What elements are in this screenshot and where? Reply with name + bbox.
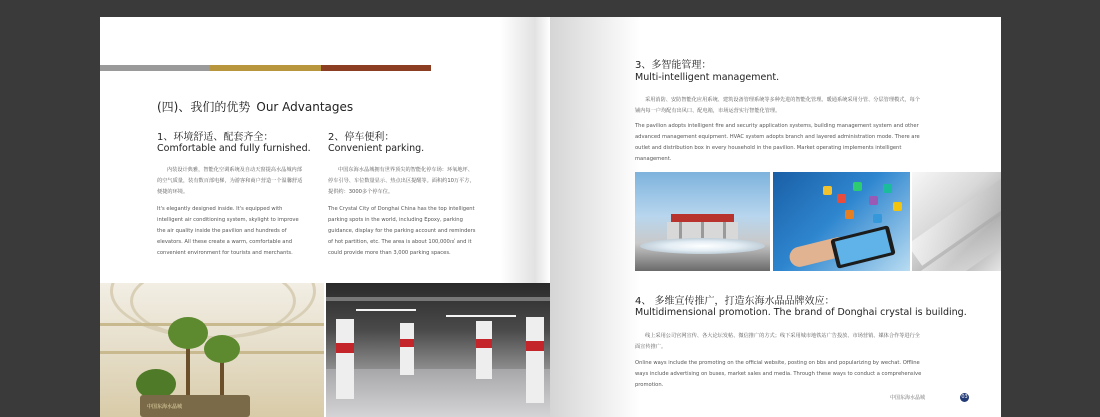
grey-bar <box>100 65 210 71</box>
app-icon <box>837 194 846 203</box>
item2-body-cn: 中国东海水晶城拥有世界顶尖的智能化停车场：环氧地坪、停车引导、车位数量显示、热点出区提醒等。面积约10万平方，提供约：3000多个停车位。 <box>328 167 475 195</box>
item4-body-cn: 线上采用公司官网宣传、各大论坛发帖、微信推广的方式；线下采用城市地铁站广告投放、市场营销、媒体合作等进行全面宣传推广。 <box>635 333 920 350</box>
item1-title-en: Comfortable and fully furnished. <box>157 143 311 154</box>
item2-body-en: The Crystal City of Donghai China has the top intelligent parking spots in the world, including Epoxy, parking guidance, display for the parking account and reminders of hot partition, etc. The area is about 100,000㎡ and it could provide more than 3,000 parking spaces. <box>328 206 476 256</box>
fountain <box>640 238 765 254</box>
app-icon <box>873 214 882 223</box>
gold-bar <box>210 65 321 71</box>
pillar <box>400 323 414 375</box>
brown-bar <box>321 65 431 71</box>
pillar-band <box>400 339 414 347</box>
section-title-en: Our Advantages <box>256 100 354 114</box>
app-icon <box>893 202 902 211</box>
pillar-band <box>336 343 354 353</box>
item4-title-en: Multidimensional promotion. The brand of Donghai crystal is building. <box>635 307 967 318</box>
item3-body-cn: 采用消防、安防智能化应用系统、建筑设备管理系统等多种先进的智能化管理。暖通系统采用分管、分层管理模式，每个铺内每一户均配有出风口、配电箱，市场运营实行智能化管理。 <box>635 97 920 114</box>
item1-title-cn: 1、环境舒适、配套齐全： <box>157 132 274 143</box>
pillar <box>336 319 354 399</box>
palm-tree <box>168 317 208 349</box>
item4-body-en: Online ways include the promoting on the official website, posting on bbs and popularizing by wechat. Offline ways include advertising on buses, market sales and media. Through these ways to conduct a comprehensive promotion. <box>635 360 922 388</box>
right-page-shadow <box>550 17 640 417</box>
item2-title-cn: 2、停车便利： <box>328 132 395 143</box>
mall-atrium-photo <box>100 283 324 417</box>
ceiling-beam <box>326 297 550 301</box>
pillar <box>526 317 544 403</box>
ceiling-light <box>356 309 416 311</box>
app-icon <box>845 210 854 219</box>
balcony-rail <box>100 323 324 326</box>
brochure-spread <box>100 17 1001 417</box>
item3-title-cn: 3、多智能管理： <box>635 60 712 71</box>
section-heading <box>157 98 353 115</box>
ceiling-light <box>446 315 516 317</box>
item1-body-cn: 内装设计典雅，智能化空调系统及自动天窗提高水晶城内部的空气质量，装有数百部电梯，为游客和商户营造一个温馨舒适便捷的环境。 <box>157 167 303 195</box>
parking-garage-photo <box>326 283 550 417</box>
pavilion-building-photo <box>635 172 770 271</box>
app-icon <box>869 196 878 205</box>
item3-body-en: The pavilion adopts intelligent fire and security application systems, building management system and other advanced management equipment. HVAC system adopts branch and layered administration mode. There are outlet and distribution box in every household in the pavilion. Market operating implements intelligent management. <box>635 123 920 162</box>
mall-sign-text: 中国东海水晶城 <box>147 404 183 410</box>
tablet-apps-photo <box>773 172 910 271</box>
item3-title-en: Multi-intelligent management. <box>635 72 780 83</box>
page-number-badge: 03 <box>961 394 968 400</box>
palm-tree <box>204 335 240 363</box>
app-icon <box>853 182 862 191</box>
footer-brand: 中国东海水晶城 <box>890 395 926 401</box>
building-roof <box>671 214 734 222</box>
pillar <box>476 321 492 379</box>
palm-trunk <box>186 343 190 397</box>
item4-title-cn: 4、 多维宣传推广，打造东海水晶品牌效应： <box>635 296 835 307</box>
color-bars <box>100 65 431 71</box>
grey-abstract-photo <box>912 172 1001 271</box>
app-icon <box>883 184 892 193</box>
pillar-band <box>476 339 492 348</box>
item2-title-en: Convenient parking. <box>328 143 425 154</box>
item1-body-en: It's elegantly designed inside. It's equipped with intelligent air conditioning system, skylight to improve the air quality inside the pavilion and hundreds of elevators. All these create a warm, comfortable and convenient environment for tourists and merchants. <box>157 206 299 256</box>
app-icon <box>823 186 832 195</box>
pillar-band <box>526 341 544 351</box>
section-title-cn: (四)、我们的优势 <box>157 100 251 114</box>
parking-floor <box>326 369 550 417</box>
